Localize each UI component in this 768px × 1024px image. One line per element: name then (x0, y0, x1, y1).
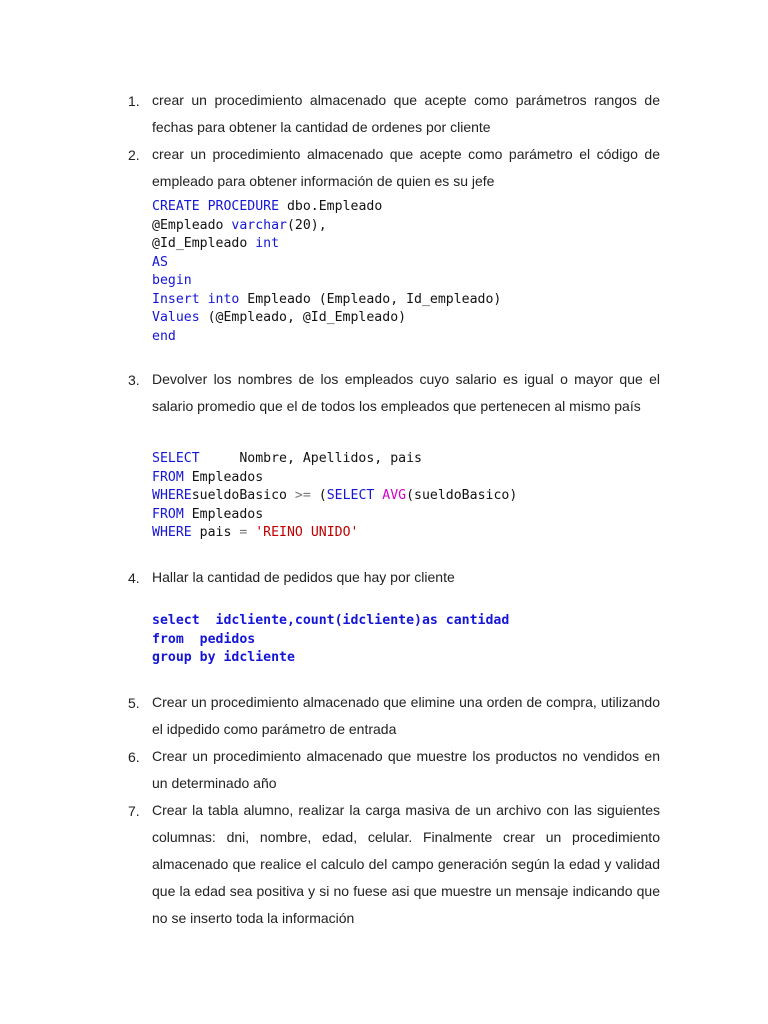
list-item-7 (128, 803, 660, 932)
item-number: 5. (128, 695, 140, 711)
list-item-3 (128, 372, 660, 420)
item-text: Crear un procedimiento almacenado que muestre los productos no vendidos en un determinado año (152, 748, 660, 791)
code-line: begin (152, 273, 192, 288)
list-item-5 (128, 695, 660, 743)
item-number: 7. (128, 803, 140, 819)
item-number: 6. (128, 749, 140, 765)
list-item-2 (128, 147, 660, 195)
code-line: group by idcliente (152, 650, 295, 665)
item-number: 3. (128, 372, 140, 388)
item-number: 2. (128, 147, 140, 163)
code-line: from pedidos (152, 631, 256, 647)
item-text: crear un procedimiento almacenado que acepte como parámetros rangos de fechas para obtener la cantidad de ordenes por cliente (152, 92, 660, 135)
code-line: AS (152, 254, 168, 270)
code-line: FROM Empleados (152, 469, 264, 485)
code-block-select-empleados (152, 450, 517, 543)
item-number: 4. (128, 570, 140, 586)
code-line: FROM Empleados (152, 506, 264, 522)
code-line: select idcliente,count(idcliente)as cantidad (152, 613, 510, 628)
code-line: Values (@Empleado, @Id_Empleado) (152, 310, 407, 325)
code-block-create-procedure (152, 198, 501, 346)
code-line: Insert into Empleado (Empleado, Id_empleado) (152, 291, 502, 307)
item-text: Crear un procedimiento almacenado que elimine una orden de compra, utilizando el idpedido como parámetro de entrada (152, 694, 660, 737)
list-item-6 (128, 749, 660, 797)
item-number: 1. (128, 93, 140, 109)
code-line: WHEREsueldoBasico >= (SELECT AVG(sueldoBasico) (152, 488, 518, 503)
item-text: Hallar la cantidad de pedidos que hay por cliente (152, 569, 455, 585)
item-text: crear un procedimiento almacenado que acepte como parámetro el código de empleado para obtener información de quien es su jefe (152, 146, 660, 189)
code-line: end (152, 328, 176, 344)
list-item-1 (128, 93, 660, 141)
code-block-group-by (152, 612, 509, 668)
item-text: Crear la tabla alumno, realizar la carga masiva de un archivo con las siguientes columnas: dni, nombre, edad, celular. Finalmente crear un procedimiento almacenado que realice el calculo del campo generación según la edad y validad que la edad sea positiva y si no fuese asi que muestre un mensaje indicando que no se inserto toda la información (152, 802, 660, 926)
item-text: Devolver los nombres de los empleados cuyo salario es igual o mayor que el salario promedio que el de todos los empleados que pertenecen al mismo país (152, 371, 660, 414)
list-item-4 (128, 570, 660, 591)
code-line: @Id_Empleado int (152, 236, 280, 251)
code-line: SELECT Nombre, Apellidos, pais (152, 451, 422, 466)
code-line: WHERE pais = 'REINO UNIDO' (152, 525, 359, 540)
code-line: CREATE PROCEDURE dbo.Empleado (152, 199, 383, 214)
code-line: @Empleado varchar(20), (152, 217, 327, 233)
